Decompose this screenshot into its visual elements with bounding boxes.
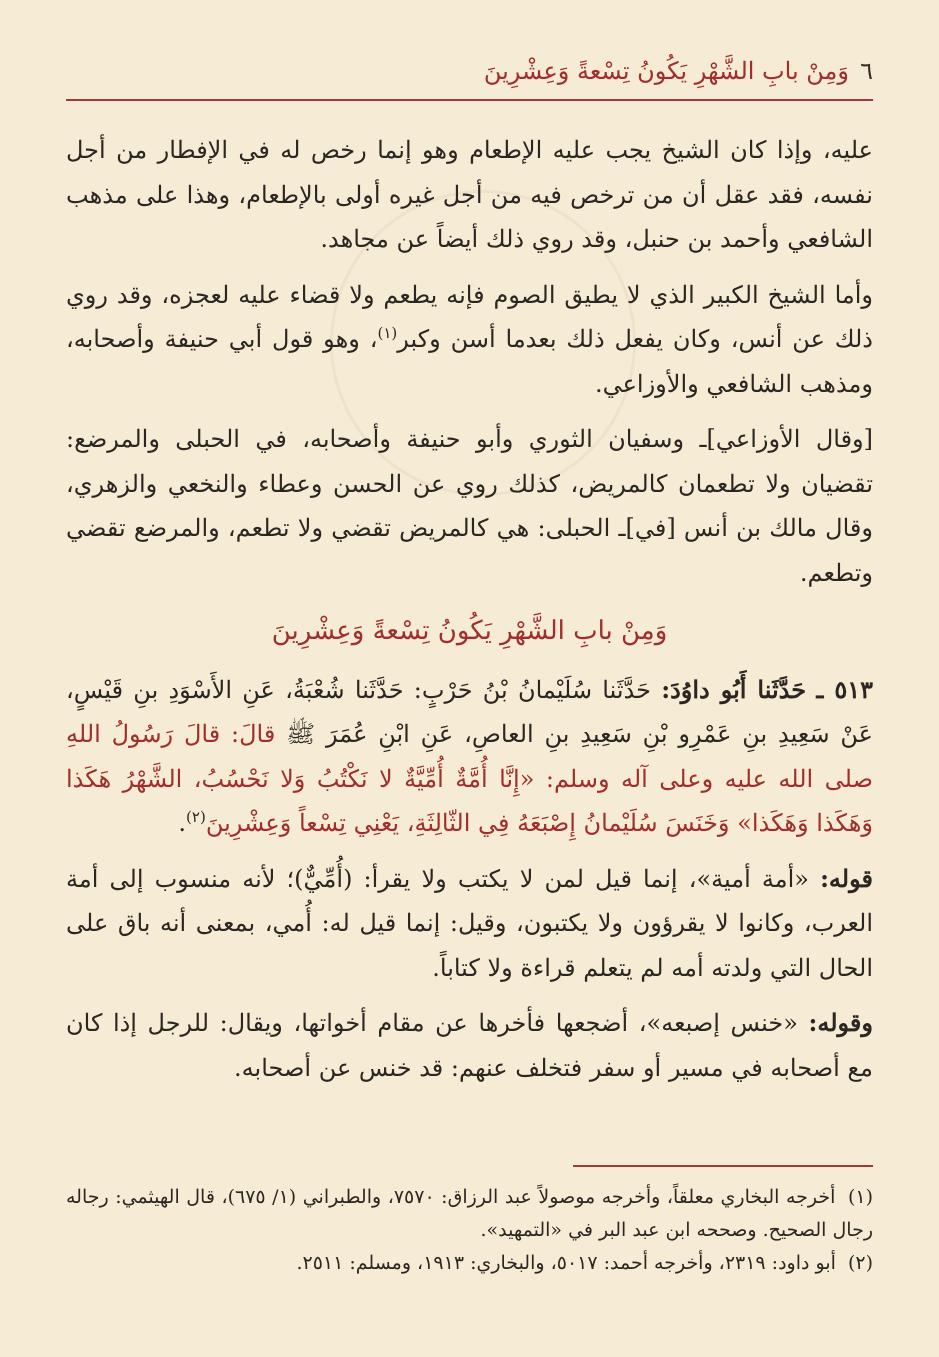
footnote-marker-2[interactable]: (٢)	[186, 808, 206, 826]
footnote-2-number: (٢)	[847, 1252, 873, 1274]
commentary-2-text: «خنس إصبعه»، أضجعها فأخرها عن مقام أخواتها، ويقال: للرجل إذا كان مع أصحابه في مسير أو سفر فتخلف عنهم: قد خنس عن أصحابه.	[66, 1009, 873, 1082]
main-text	[66, 128, 873, 1101]
footnotes	[66, 1181, 873, 1280]
paragraph-2-text-b: ، وهو قول أبي حنيفة وأصحابه، ومذهب الشافعي والأوزاعي.	[66, 325, 873, 398]
commentary-1-text: «أمة أمية»، إنما قيل لمن لا يكتب ولا يقرأ: (أُمِّيٌّ)؛ لأنه منسوب إلى أمة العرب، وكانوا لا يقرؤون ولا يكتبون، وقيل: إنما قيل له: أُمي، بمعنى أنه باق على الحال التي ولدته أمه لم يتعلم قراءة ولا كتاباً.	[66, 864, 874, 982]
commentary-1	[66, 857, 873, 991]
hadith-513	[66, 668, 873, 846]
footnote-1-number: (١)	[847, 1186, 873, 1208]
footnote-1-text: أخرجه البخاري معلقاً، وأخرجه موصولاً عبد الرزاق: ٧٥٧٠، والطبراني (١/ ٦٧٥)، قال الهيثمي: رجاله رجال الصحيح. وصححه ابن عبد البر في «التمهيد».	[66, 1186, 873, 1241]
commentary-2-label: وقوله:	[808, 1008, 873, 1037]
commentary-2	[66, 1001, 873, 1090]
footnote-marker-1[interactable]: (١)	[377, 324, 398, 342]
hadith-chain: حَدَّثَنا سُلَيْمانُ بْنُ حَرْبٍ: حَدَّثَنا شُعْبَةُ، عَنِ الأَسْوَدِ بنِ قَيْسٍ، عَنْ سَعِيدِ بنِ عَمْرِو بْنِ سَعِيدِ بنِ العاصِ، عَنِ ابْنِ عُمَرَ ﷺ	[66, 675, 873, 748]
paragraph-3: [وقال الأوزاعي]ـ وسفيان الثوري وأبو حنيفة وأصحابه، في الحبلى والمرضع: تقضيان ولا تطعمان كالمريض، كذلك روي عن الحسن وعطاء والنخعي والزهري، وقال مالك بن أنس [في]ـ الحبلى: هي كالمريض تقضي ولا تطعم، والمرضع تقضي وتطعم.	[66, 425, 873, 587]
footnote-1	[66, 1181, 873, 1247]
page-number: ٦	[860, 57, 873, 85]
commentary-1-label: قوله:	[820, 863, 873, 893]
paragraph-2	[66, 273, 873, 407]
footnote-2	[66, 1247, 873, 1280]
footnote-divider	[573, 1165, 873, 1167]
hadith-end: .	[178, 809, 187, 837]
section-title: وَمِنْ بابِ الشَّهْرِ يَكُونُ تِسْعةً وَعِشْرِينَ	[271, 616, 668, 646]
footnote-2-text: أبو داود: ٢٣١٩، وأخرجه أحمد: ٥٠١٧، والبخاري: ١٩١٣، ومسلم: ٢٥١١.	[296, 1252, 836, 1274]
hadith-text: قالَ: قالَ رَسُولُ اللهِ صلى الله عليه وعلى آله وسلم: «إِنَّا أُمَّةٌ أُمِّيَّةٌ لا نَكْتُبُ وَلا نَحْسُبُ، الشَّهْرُ هَكَذا وَهَكَذا وَهَكَذا» وَخَنَسَ سُلَيْمانُ إِصْبَعَهُ فِي الثّالِثَةِ، يَعْنِي تِسْعاً وَعِشْرِينَ	[66, 720, 873, 837]
paragraph-2-text-a: وأما الشيخ الكبير الذي لا يطيق الصوم فإنه يطعم ولا قضاء عليه لعجزه، وقد روي ذلك عن أنس، وكان يفعل ذلك بعدما أسن وكبر	[66, 280, 873, 353]
hadith-number: ٥١٣ ـ	[816, 674, 873, 704]
running-header-title: وَمِنْ بابِ الشَّهْرِ يَكُونُ تِسْعةً وَعِشْرِينَ	[483, 57, 849, 85]
running-header	[66, 55, 873, 101]
paragraph-1: عليه، وإذا كان الشيخ يجب عليه الإطعام وهو إنما رخص له في الإفطار من أجل نفسه، فقد عقل أن من ترخص فيه من أجل غيره أولى بالإطعام، وهذا على مذهب الشافعي وأحمد بن حنبل، وقد روي ذلك أيضاً عن مجاهد.	[66, 136, 874, 253]
hadith-narrator: حَدَّثَنا أَبُو داوُدَ:	[661, 674, 807, 704]
